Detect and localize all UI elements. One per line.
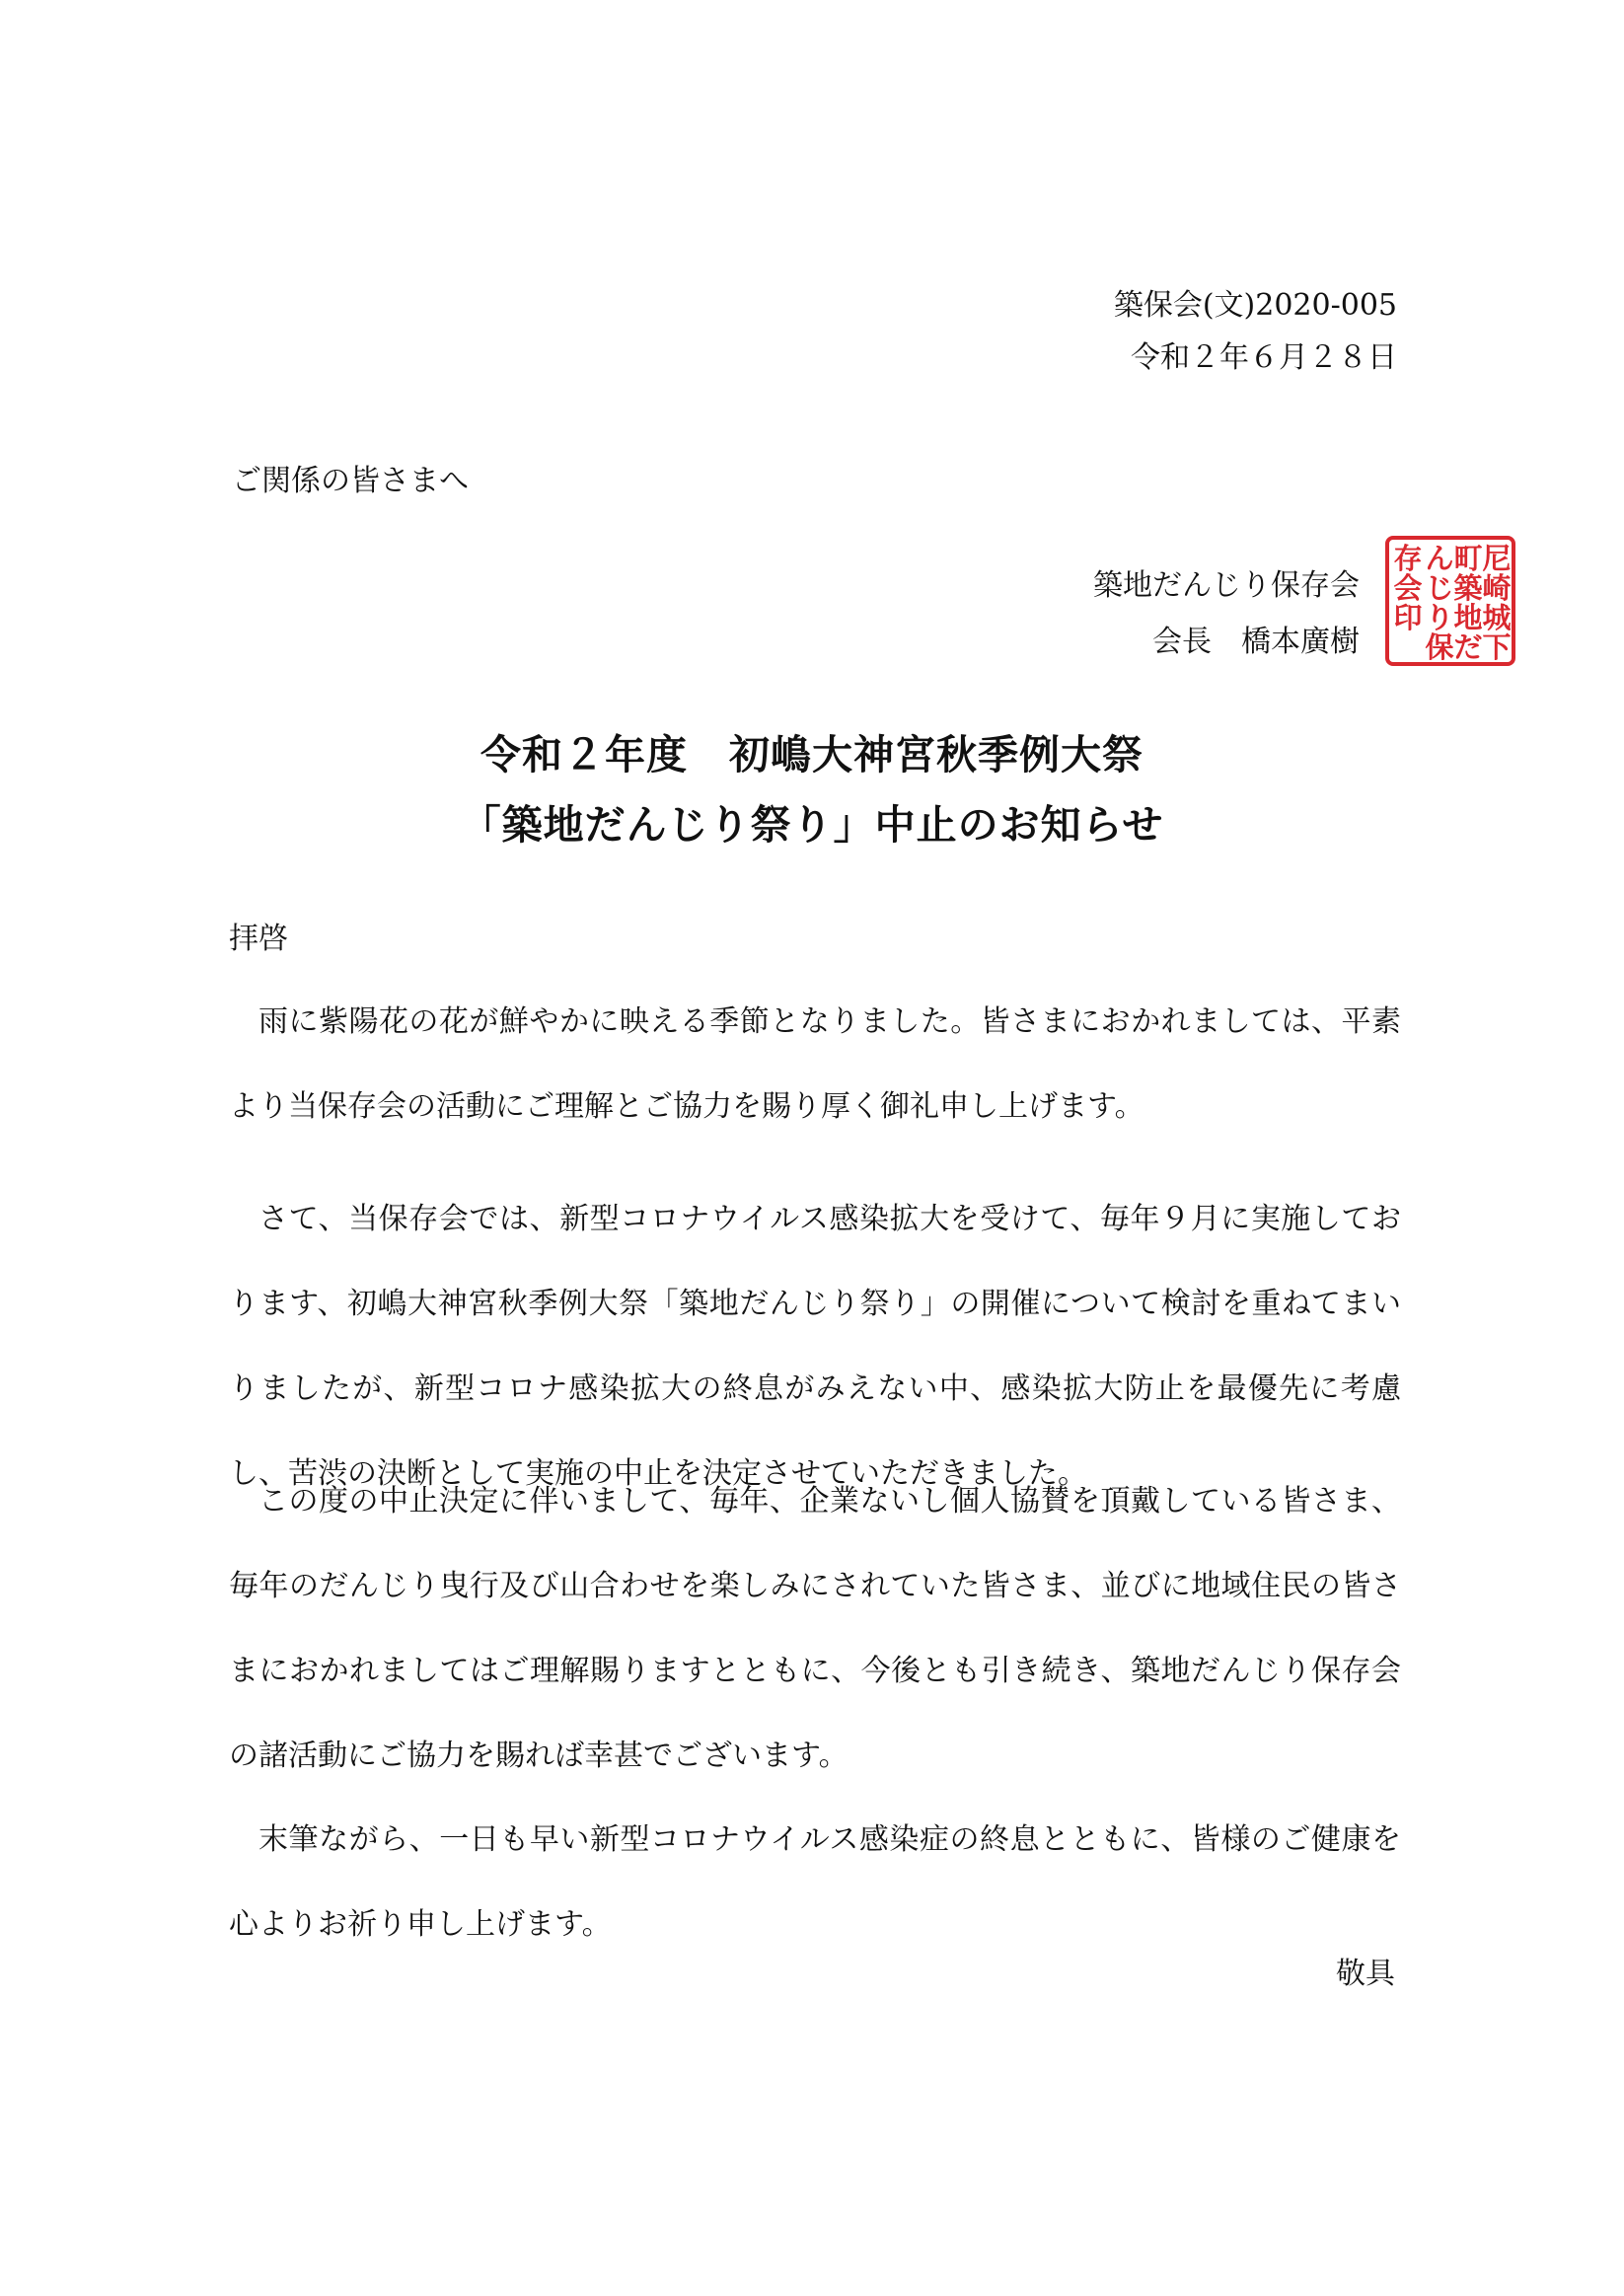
- body-paragraph: さて、当保存会では、新型コロナウイルス感染拡大を受けて、毎年９月に実施しております、初嶋大神宮秋季例大祭「築地だんじり祭り」の開催について検討を重ねてまいりましたが、新型コロナ感染拡大の終息がみえない中、感染拡大防止を最優先に考慮し、苦渋の決断として実施の中止を決定させていただきました。: [229, 1202, 1401, 1491]
- body-paragraph: 雨に紫陽花の花が鮮やかに映える季節となりました。皆さまにおかれましては、平素より当保存会の活動にご理解とご協力を賜り厚く御礼申し上げます。: [229, 1004, 1401, 1124]
- svg-text:下: 下: [1482, 630, 1512, 664]
- svg-text:り: り: [1425, 601, 1454, 634]
- document-date: 令和２年６月２８日: [1131, 340, 1397, 375]
- recipient-line: ご関係の皆さまへ: [232, 464, 469, 498]
- body-paragraph: 末筆ながら、一日も早い新型コロナウイルス感染症の終息とともに、皆様のご健康を心よりお祈り申し上げます。: [229, 1822, 1401, 1942]
- svg-text:崎: 崎: [1482, 571, 1512, 605]
- svg-text:城: 城: [1482, 601, 1512, 634]
- svg-text:尼: 尼: [1482, 542, 1512, 575]
- closing-remark: 敬具: [1336, 1957, 1395, 1991]
- svg-text:会: 会: [1393, 571, 1423, 605]
- body-paragraph: この度の中止決定に伴いまして、毎年、企業ないし個人協賛を頂戴している皆さま、毎年のだんじり曳行及び山合わせを楽しみにされていた皆さま、並びに地域住民の皆さまにおかれましてはご理解賜りますとともに、今後とも引き続き、築地だんじり保存会の諸活動にご協力を賜れば幸甚でございます。: [229, 1484, 1401, 1773]
- svg-text:だ: だ: [1453, 630, 1483, 664]
- svg-text:町: 町: [1453, 542, 1483, 575]
- svg-text:保: 保: [1425, 630, 1454, 664]
- sender-organization: 築地だんじり保存会: [1093, 568, 1360, 603]
- svg-text:地: 地: [1453, 601, 1483, 634]
- svg-text:ん: ん: [1425, 542, 1454, 575]
- svg-text:印: 印: [1393, 601, 1423, 634]
- notice-title-line-2: 「築地だんじり祭り」中止のお知らせ: [460, 801, 1164, 849]
- salutation: 拝啓: [229, 922, 288, 956]
- svg-text:存: 存: [1393, 542, 1423, 575]
- sender-representative: 会長 橋本廣樹: [1152, 625, 1360, 659]
- notice-title-line-1: 令和２年度 初嶋大神宮秋季例大祭: [480, 731, 1144, 778]
- svg-text:築: 築: [1453, 571, 1483, 605]
- organization-seal-stamp: [1384, 535, 1516, 667]
- svg-text:じ: じ: [1425, 571, 1454, 605]
- document-number: 築保会(文)2020-005: [1113, 288, 1397, 323]
